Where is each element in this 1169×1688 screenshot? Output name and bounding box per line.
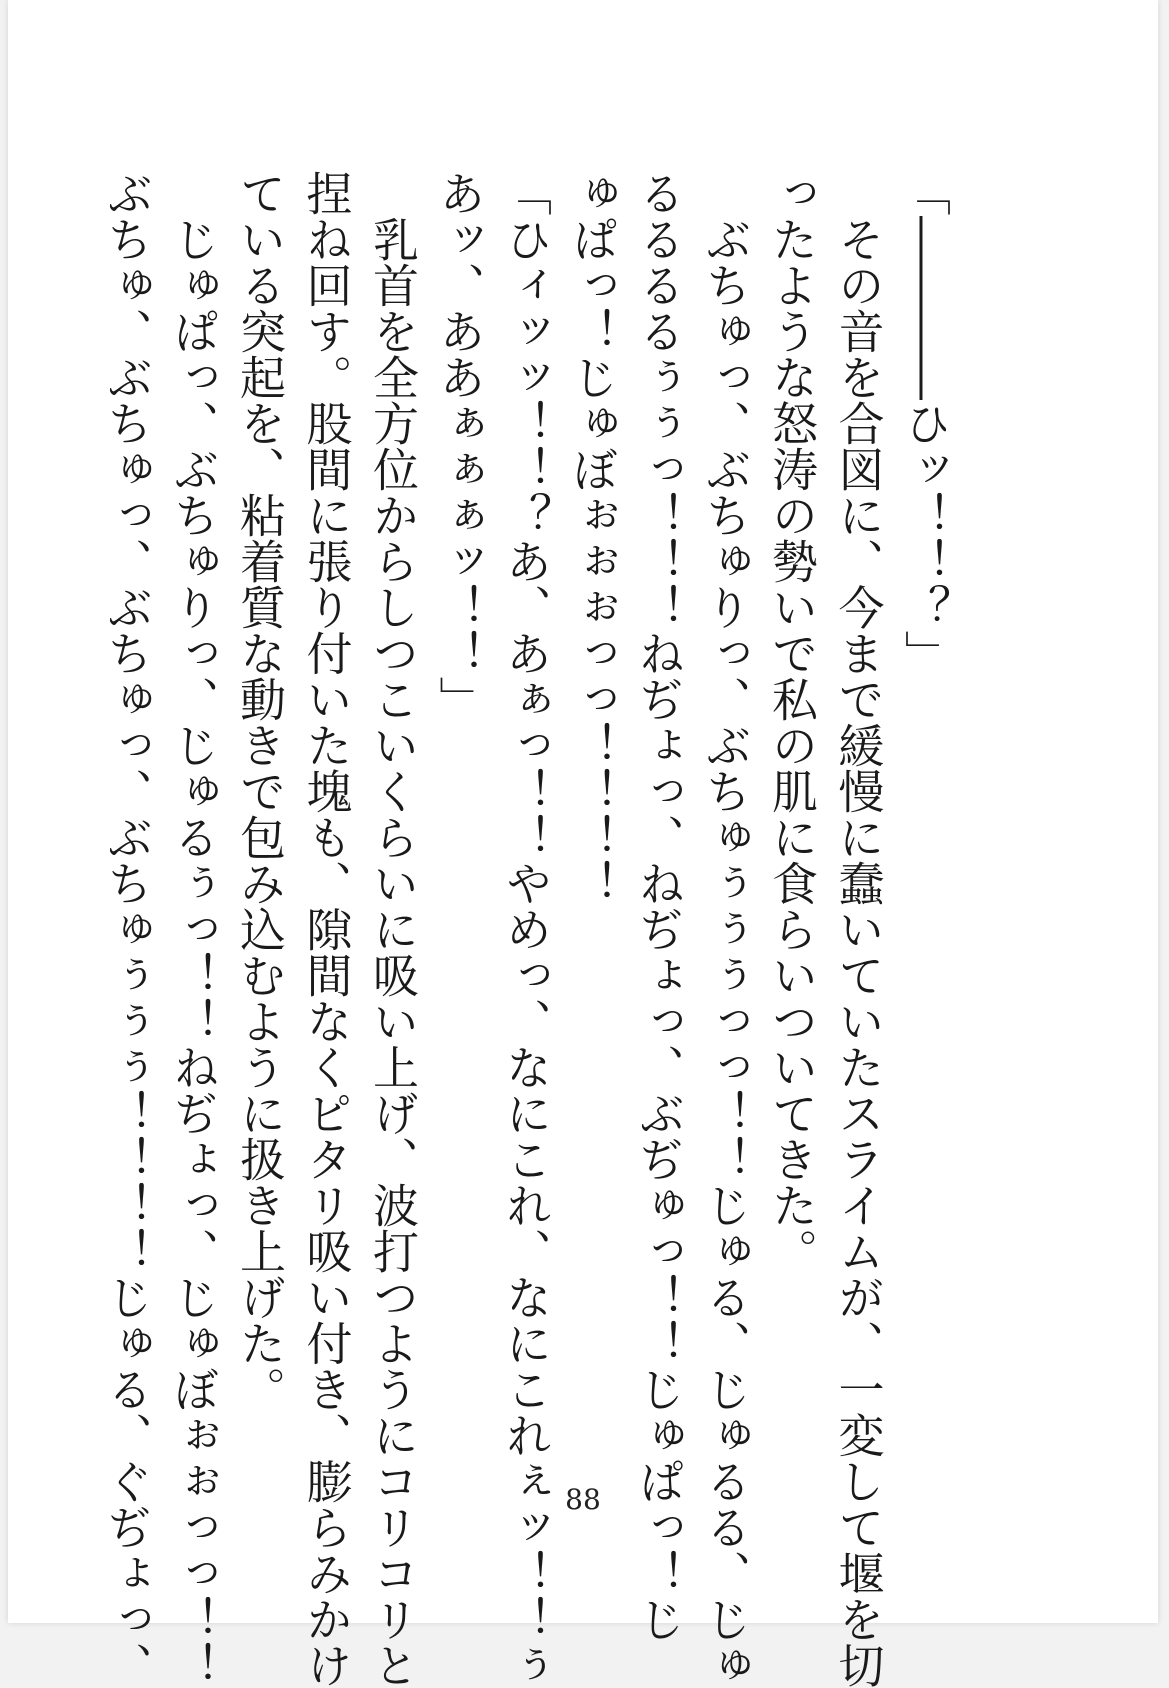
text-line: るるるるぅぅっ！！！ねぢょっ、ねぢょっ、ぶぢゅっ！！じゅぱっ！じ	[632, 170, 686, 1642]
text-line: あッ、ああぁぁぁッ！！」	[432, 170, 487, 722]
page-number: 88	[565, 1483, 601, 1516]
text-line: 「――――ひッ！！？」	[898, 170, 952, 676]
text-line: ている突起を、粘着質な動きで包み込むように扱き上げた。	[233, 170, 287, 1412]
text-line: 乳首を全方位からしつこいくらいに吸い上げ、波打つようにコリコリと	[366, 170, 420, 1688]
text-line: ゅぱっ！じゅぼぉぉぉっっ！！！！	[565, 170, 620, 906]
text-line: ぶちゅ、ぶちゅっ、ぶちゅっ、ぶちゅぅぅぅ！！！！じゅる、ぐぢょっ、	[100, 170, 154, 1688]
book-page	[8, 0, 1158, 1688]
text-line: 捏ね回す。股間に張り付いた塊も、隙間なくピタリ吸い付き、膨らみかけ	[299, 170, 354, 1688]
text-line: その音を合図に、今まで緩慢に蠢いていたスライムが、一変して堰を切	[831, 170, 886, 1688]
text-line: ぶちゅっ、ぶちゅりっ、ぶちゅぅぅぅっっ！！じゅる、じゅるる、じゅ	[698, 170, 753, 1688]
text-line: じゅぱっ、ぶちゅりっ、じゅるぅっ！！ねぢょっ、じゅぼぉぉっっ！！	[166, 170, 221, 1688]
text-line: ったような怒涛の勢いで私の肌に食らいついてきた。	[765, 170, 819, 1274]
text-line: 「ひィッッ！！？あ、あぁっ！！やめっ、なにこれ、なにこれぇッ！！ぅ	[499, 170, 553, 1688]
